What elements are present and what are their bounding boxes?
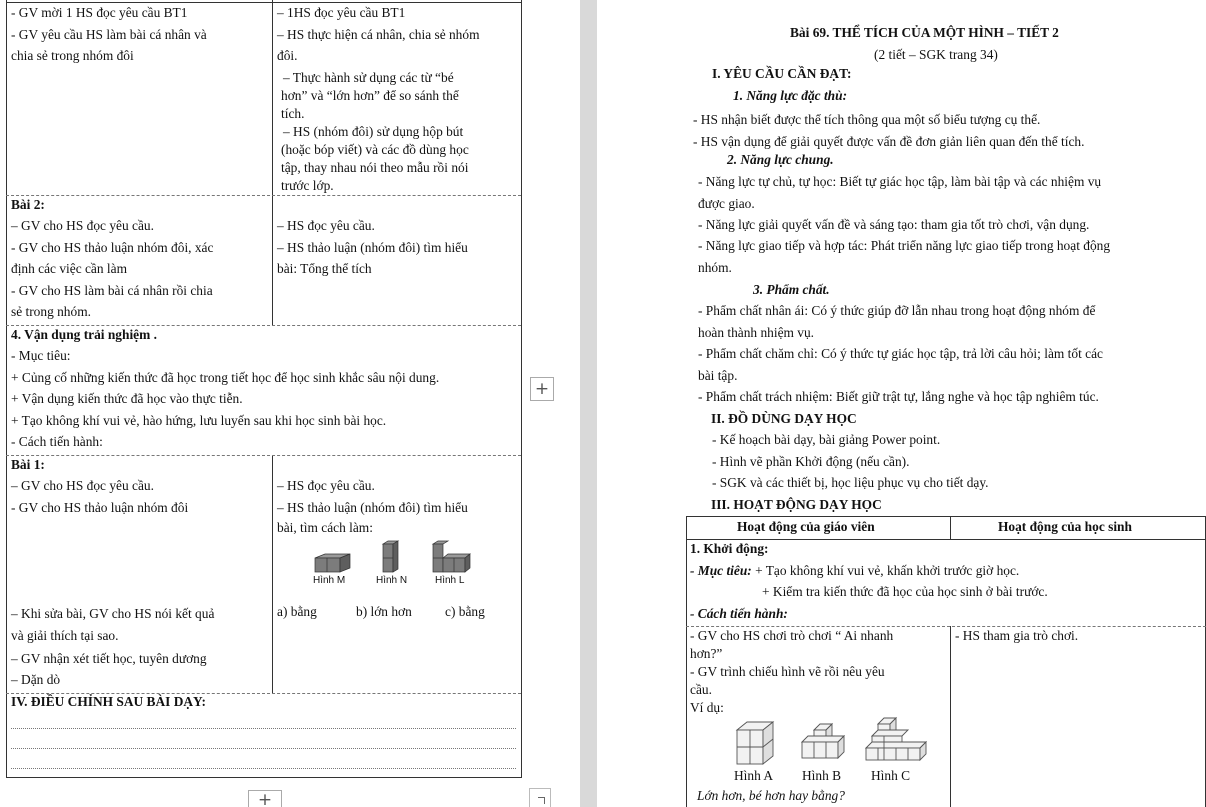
text-line: - Phẩm chất trách nhiệm: Biết giữ trật tự, lắng nghe và học tập nghiêm túc.: [698, 389, 1099, 404]
text-line: hơn?”: [690, 646, 723, 661]
objective-line: [690, 563, 1019, 579]
text-line: tập, thay nhau nói theo mẫu rồi nói: [281, 160, 469, 175]
text-line: đôi.: [277, 48, 298, 63]
text-line: – HS thảo luận (nhóm đôi) tìm hiểu: [277, 240, 468, 255]
text-line: - GV cho HS thảo luận nhóm đôi, xác: [11, 240, 214, 255]
table-border-right: [521, 0, 522, 778]
blank-line: [11, 728, 516, 729]
text-line: – HS đọc yêu cầu.: [277, 478, 375, 493]
answer-a: a) bằng: [277, 604, 317, 619]
section-heading: 4. Vận dụng trải nghiệm .: [11, 327, 157, 342]
text-line: – Dặn dò: [11, 672, 61, 687]
subsection-heading: 1. Năng lực đặc thù:: [733, 88, 848, 103]
text-line: - Hình vẽ phần Khởi động (nếu cần).: [712, 454, 910, 469]
table-column-divider: [950, 516, 951, 540]
figure-label: Hình N: [376, 575, 408, 586]
text-line: định các việc cần làm: [11, 261, 127, 276]
subsection-heading: 2. Năng lực chung.: [727, 152, 834, 167]
text-line: - Phẩm chất nhân ái: Có ý thức giúp đỡ lẫn nhau trong hoạt động nhóm để: [698, 303, 1096, 318]
text-line: - Năng lực giao tiếp và hợp tác: Phát triển năng lực giao tiếp trong hoạt động: [698, 238, 1111, 253]
text-line: - GV cho HS thảo luận nhóm đôi: [11, 500, 189, 515]
add-button[interactable]: +: [248, 790, 282, 807]
table-column-divider-bottom: [272, 456, 273, 693]
cube-figures-mnl: [310, 538, 480, 576]
text-line: - Cách tiến hành:: [11, 434, 103, 449]
text-line: nhóm.: [698, 260, 732, 275]
figure-label: Hình A: [734, 768, 774, 783]
section-heading: II. ĐỒ DÙNG DẠY HỌC: [711, 411, 857, 426]
text-line: bài, tìm cách làm:: [277, 520, 373, 535]
text-line: tích.: [281, 106, 305, 121]
text-line: + Củng cố những kiến thức đã học trong tiết học để học sinh khắc sâu nội dung.: [11, 370, 440, 385]
text-line: – HS (nhóm đôi) sử dụng hộp bút: [283, 124, 464, 139]
blank-line: [11, 748, 516, 749]
text-line: hoàn thành nhiệm vụ.: [698, 325, 815, 340]
blank-line: [11, 768, 516, 769]
row-divider: [6, 455, 521, 456]
text-line: - Phẩm chất chăm chỉ: Có ý thức tự giác học tập, trả lời câu hỏi; làm tốt các: [698, 346, 1103, 361]
text-line: bài tập.: [698, 368, 738, 383]
text-line: bài: Tổng thể tích: [277, 261, 372, 276]
text-line: – GV cho HS đọc yêu cầu.: [11, 218, 154, 233]
objective-text: + Tạo không khí vui vẻ, khấn khởi trước giờ học.: [751, 563, 1020, 578]
text-line: – 1HS đọc yêu cầu BT1: [277, 5, 406, 20]
table-column-divider: [950, 626, 951, 807]
activity-heading: 1. Khởi động:: [690, 541, 769, 556]
text-line: - GV cho HS chơi trò chơi “ Ai nhanh: [690, 628, 894, 643]
row-divider: [686, 626, 1206, 627]
row-divider: [6, 195, 521, 196]
text-line: - Mục tiêu:: [11, 348, 71, 363]
left-page: [0, 0, 580, 807]
text-line: - Kế hoạch bài dạy, bài giảng Power point.: [712, 432, 941, 447]
lesson-title: Bài 69. THỂ TÍCH CỦA MỘT HÌNH – TIẾT 2: [790, 25, 1059, 40]
text-line: (hoặc bóp viết) và các đồ dùng học: [281, 142, 469, 157]
objective-line: + Kiểm tra kiến thức đã học của học sinh ở bài trước.: [762, 584, 1048, 599]
text-line: – HS thực hiện cá nhân, chia sẻ nhóm: [277, 27, 480, 42]
text-line: được giao.: [698, 196, 755, 211]
figure-label: Hình B: [802, 768, 842, 783]
text-line: - SGK và các thiết bị, học liệu phục vụ cho tiết dạy.: [712, 475, 989, 490]
column-header-student: Hoạt động của học sinh: [998, 519, 1132, 534]
text-line: hơn” và “lớn hơn” để so sánh thể: [281, 88, 459, 103]
text-line: trước lớp.: [281, 178, 334, 193]
page-gap: [580, 0, 597, 807]
objective-label: - Mục tiêu:: [690, 563, 752, 578]
section-heading: IV. ĐIỀU CHỈNH SAU BÀI DẠY:: [11, 694, 206, 709]
text-line: - Năng lực giải quyết vấn đề và sáng tạo: tham gia tốt trò chơi, vận dụng.: [698, 217, 1090, 232]
text-line: + Tạo không khí vui vẻ, hào hứng, lưu luyến sau khi học sinh bài học.: [11, 413, 387, 428]
text-line: + Vận dụng kiến thức đã học vào thực tiễn.: [11, 391, 243, 406]
text-line: – Khi sửa bài, GV cho HS nói kết quả: [11, 606, 215, 621]
lesson-subtitle: (2 tiết – SGK trang 34): [874, 47, 998, 62]
exercise-heading: Bài 2:: [11, 197, 45, 212]
figure-label: Hình C: [871, 768, 911, 783]
table-border-bottom: [6, 777, 521, 778]
section-heading: III. HOẠT ĐỘNG DẠY HỌC: [711, 497, 882, 512]
figure-question: Lớn hơn, bé hơn hay bằng?: [697, 788, 845, 803]
text-line: chia sẻ trong nhóm đôi: [11, 48, 134, 63]
text-line: – GV cho HS đọc yêu cầu.: [11, 478, 154, 493]
text-line: cầu.: [690, 682, 712, 697]
table-border-left: [6, 0, 7, 778]
text-line: sẻ trong nhóm.: [11, 304, 91, 319]
cube-figures-abc: [732, 716, 942, 770]
add-row-button[interactable]: +: [530, 377, 554, 401]
text-line: - Năng lực tự chủ, tự học: Biết tự giác học tập, làm bài tập và các nhiệm vụ: [698, 174, 1102, 189]
subsection-heading: 3. Phẩm chất.: [753, 282, 830, 297]
resize-handle-icon[interactable]: [529, 788, 551, 807]
text-line: Ví dụ:: [690, 700, 724, 715]
table-column-divider-top: [272, 0, 273, 326]
table-border-top: [6, 2, 521, 3]
column-header-teacher: Hoạt động của giáo viên: [737, 519, 875, 534]
row-divider: [6, 325, 521, 326]
answer-c: c) bằng: [445, 604, 485, 619]
text-line: - GV yêu cầu HS làm bài cá nhân và: [11, 27, 207, 42]
text-line: – HS đọc yêu cầu.: [277, 218, 375, 233]
procedure-heading: - Cách tiến hành:: [690, 606, 788, 621]
text-line: – Thực hành sử dụng các từ “bé: [283, 70, 454, 85]
figure-label: Hình M: [313, 575, 346, 586]
text-line: - GV mời 1 HS đọc yêu cầu BT1: [11, 5, 188, 20]
answer-b: b) lớn hơn: [356, 604, 412, 619]
text-line: - GV trình chiếu hình vẽ rồi nêu yêu: [690, 664, 885, 679]
text-line: - HS nhận biết được thể tích thông qua một số biểu tượng cụ thể.: [693, 112, 1041, 127]
text-line: - HS vận dụng để giải quyết được vấn đề đơn giản liên quan đến thể tích.: [693, 134, 1085, 149]
text-line: - HS tham gia trò chơi.: [955, 628, 1079, 643]
section-heading: I. YÊU CẦU CẦN ĐẠT:: [712, 66, 852, 81]
text-line: – HS thảo luận (nhóm đôi) tìm hiểu: [277, 500, 468, 515]
table-header-divider: [686, 539, 1206, 540]
figure-label: Hình L: [435, 575, 465, 586]
right-page: [597, 0, 1206, 807]
text-line: – GV nhận xét tiết học, tuyên dương: [11, 651, 207, 666]
exercise-heading: Bài 1:: [11, 457, 45, 472]
text-line: - GV cho HS làm bài cá nhân rồi chia: [11, 283, 213, 298]
text-line: và giải thích tại sao.: [11, 628, 119, 643]
